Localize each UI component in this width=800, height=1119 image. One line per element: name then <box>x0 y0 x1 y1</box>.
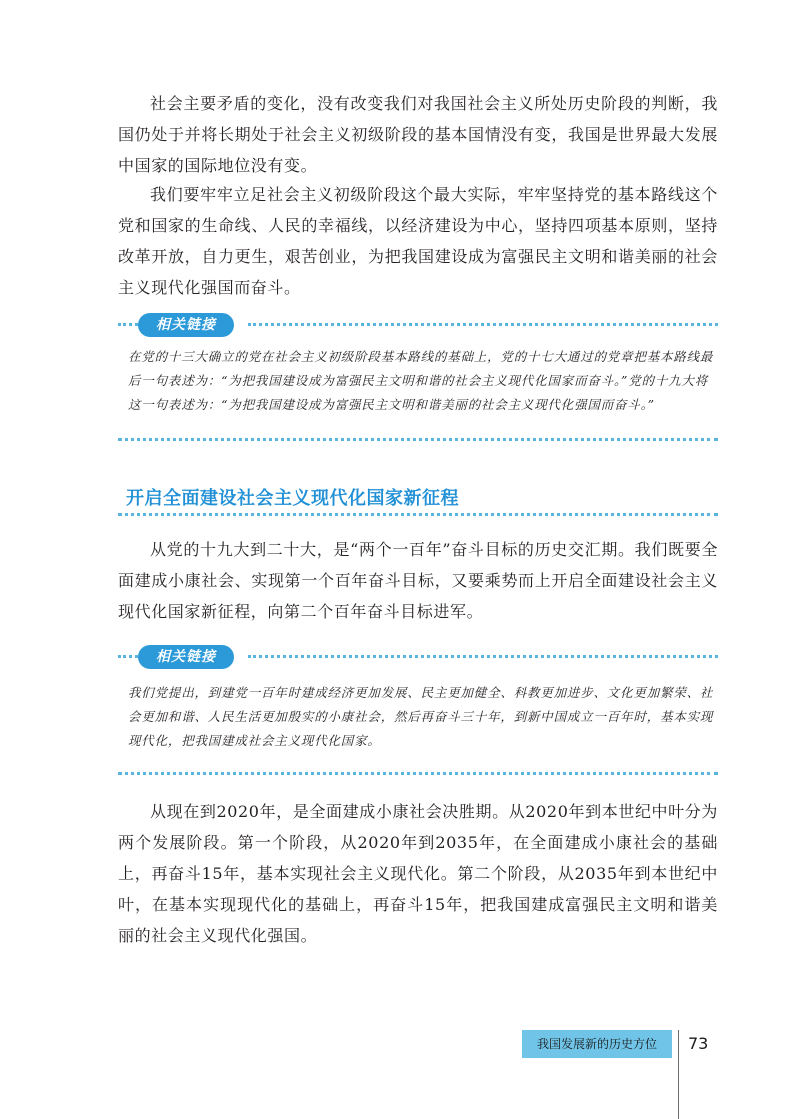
related-link-text: 在党的十三大确立的党在社会主义初级阶段基本路线的基础上，党的十七大通过的党章把基本路线最后一句表述为：“为把我国建设成为富强民主文明和谐的社会主义现代化国家而奋斗。”党的十九大将这一句表述为：“为把我国建设成为富强民主文明和谐美丽的社会主义现代化强国而奋斗。” <box>128 349 714 412</box>
dotted-rule-bottom <box>118 438 718 441</box>
footer-divider <box>678 1030 679 1119</box>
paragraph-historic-convergence: 从党的十九大到二十大，是“两个一百年”奋斗目标的历史交汇期。我们既要全面建成小康社会、实现第一个百年奋斗目标，又要乘势而上开启全面建设社会主义现代化国家新征程，向第二个百年奋斗目标进军。 <box>118 540 718 621</box>
related-link-tag: 相关链接 <box>138 313 234 337</box>
paragraph-two-stages: 从现在到2020年，是全面建成小康社会决胜期。从2020年到本世纪中叶分为两个发展阶段。第一个阶段，从2020年到2035年，在全面建成小康社会的基础上，再奋斗15年，基本实现社会主义现代化。第二个阶段，从2035年到本世纪中叶，在基本实现现代化的基础上，再奋斗15年，把我国建成富强民主文明和谐美丽的社会主义现代化强国。 <box>118 802 718 945</box>
section-dotted-rule <box>118 513 718 516</box>
dotted-lead <box>118 323 138 326</box>
section-title: 开启全面建设社会主义现代化国家新征程 <box>126 488 459 509</box>
dotted-rule-top <box>248 655 718 658</box>
dotted-rule-top <box>248 323 718 326</box>
page-number: 73 <box>688 1034 709 1053</box>
dotted-rule-bottom <box>118 772 718 775</box>
paragraph-basic-national-conditions: 社会主要矛盾的变化，没有改变我们对我国社会主义所处历史阶段的判断，我国仍处于并将长期处于社会主义初级阶段的基本国情没有变，我国是世界最大发展中国家的国际地位没有变。 <box>118 94 718 175</box>
footer-chapter-label: 我国发展新的历史方位 <box>522 1030 672 1058</box>
dotted-lead <box>118 655 138 658</box>
related-link-text: 我们党提出，到建党一百年时建成经济更加发展、民主更加健全、科教更加进步、文化更加繁荣、社会更加和谐、人民生活更加殷实的小康社会，然后再奋斗三十年，到新中国成立一百年时，基本实现现代化，把我国建成社会主义现代化国家。 <box>128 685 714 748</box>
related-link-box-1 <box>118 317 718 445</box>
related-link-box-2 <box>118 649 718 777</box>
related-link-tag: 相关链接 <box>138 645 234 669</box>
paragraph-basic-line: 我们要牢牢立足社会主义初级阶段这个最大实际，牢牢坚持党的基本路线这个党和国家的生命线、人民的幸福线，以经济建设为中心，坚持四项基本原则，坚持改革开放，自力更生，艰苦创业，为把我国建设成为富强民主文明和谐美丽的社会主义现代化强国而奋斗。 <box>118 185 718 297</box>
